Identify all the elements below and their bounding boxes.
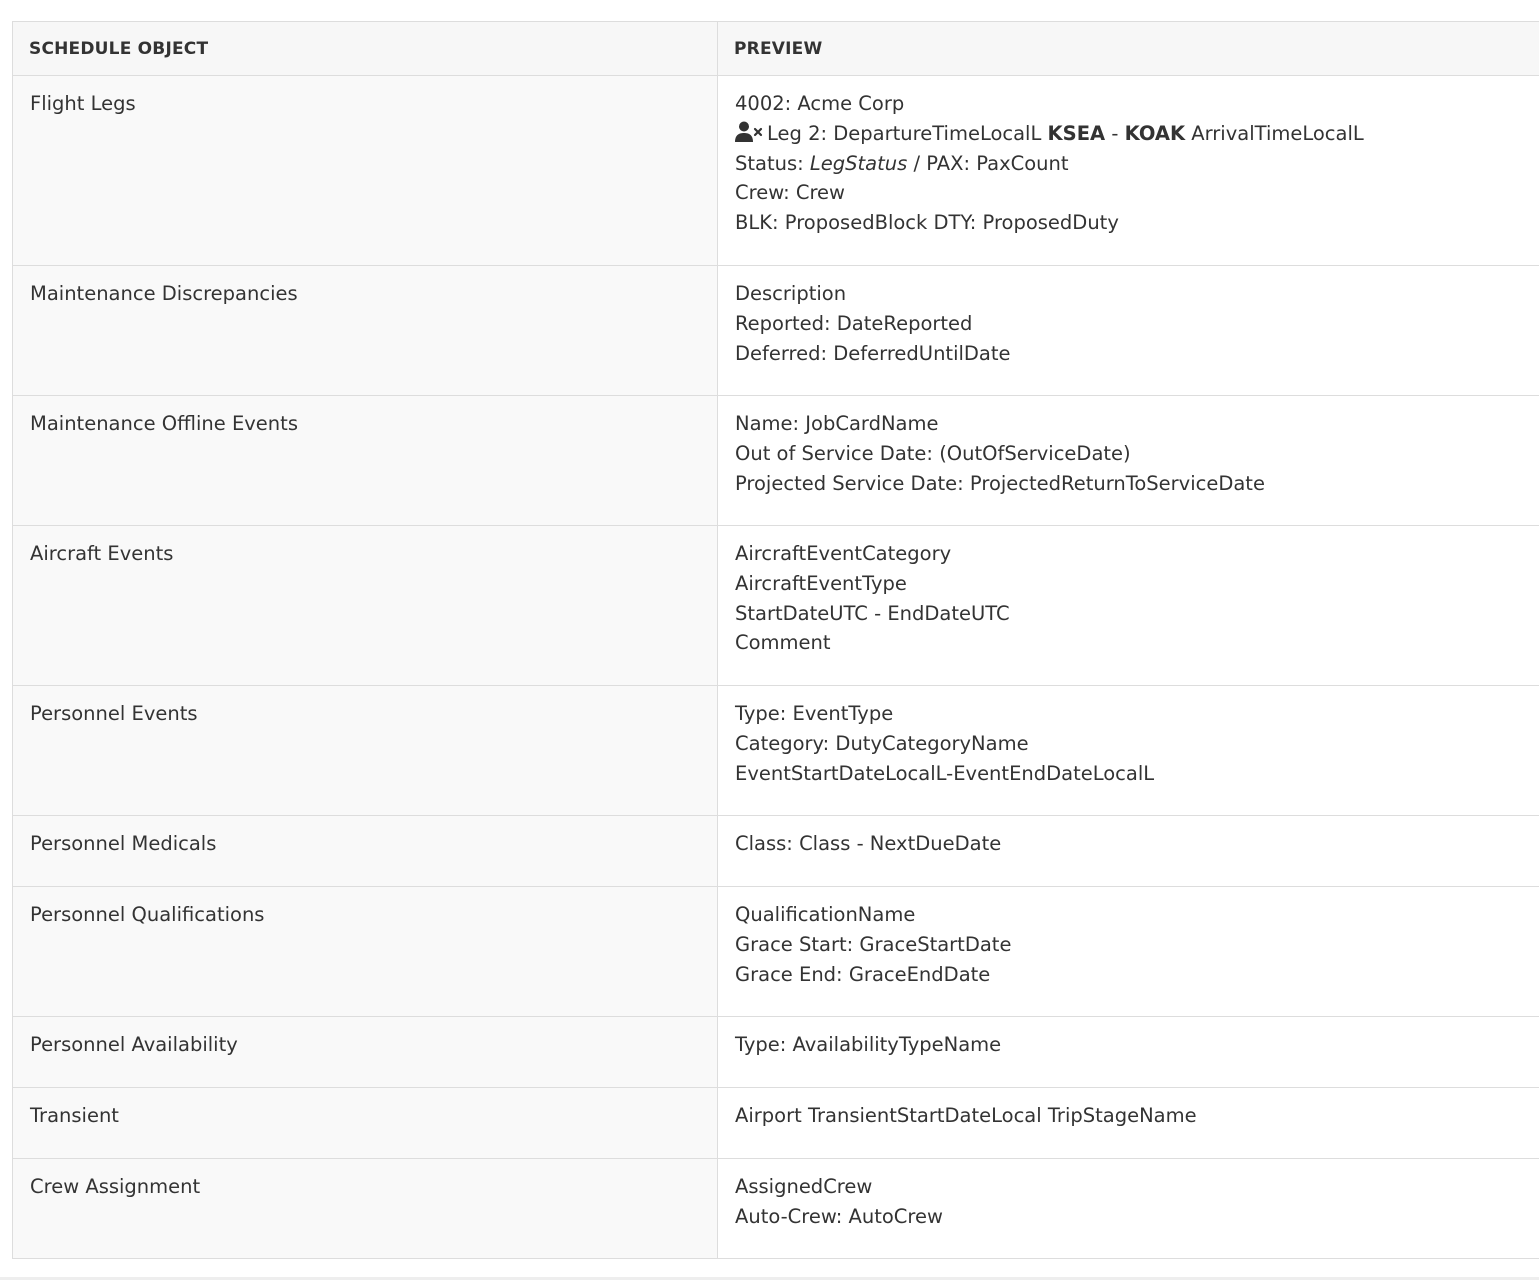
preview-line: Auto-Crew: AutoCrew [735, 1204, 943, 1228]
preview-line: QualificationName [735, 903, 916, 926]
preview-line: Class: Class - NextDueDate [735, 832, 1002, 855]
preview-line: Crew: Crew [735, 181, 846, 205]
user-remove-icon [735, 121, 763, 143]
preview-line: Name: JobCardName [735, 412, 939, 435]
preview-line: Description [735, 282, 847, 305]
preview-line: AssignedCrew [735, 1175, 873, 1198]
table-row [13, 526, 1539, 686]
schedule-object-table-container [12, 21, 1539, 1259]
preview-cell [718, 76, 1539, 266]
preview-line: EventStartDateLocalL-EventEndDateLocalL [735, 761, 1155, 785]
table-row [13, 1088, 1539, 1159]
preview-line: Airport TransientStartDateLocal TripStageName [735, 1104, 1197, 1127]
schedule-object-table [12, 21, 1539, 1259]
preview-line: Projected Service Date: ProjectedReturnToServiceDate [735, 471, 1265, 495]
schedule-object-name: Crew Assignment [13, 1159, 718, 1259]
preview-cell [718, 1017, 1539, 1088]
leg-arrival: ArrivalTimeLocalL [1191, 121, 1364, 145]
column-header-schedule-object: SCHEDULE OBJECT [13, 22, 718, 76]
preview-line [735, 119, 1523, 149]
preview-line: AircraftEventCategory [735, 542, 952, 565]
pax-count: / PAX: PaxCount [913, 151, 1069, 175]
preview-line: 4002: Acme Corp [735, 92, 905, 115]
column-header-preview: PREVIEW [718, 22, 1539, 76]
schedule-object-name: Maintenance Offline Events [13, 396, 718, 526]
preview-line: Grace Start: GraceStartDate [735, 932, 1012, 956]
table-row [13, 816, 1539, 887]
schedule-object-name: Personnel Medicals [13, 816, 718, 887]
preview-line: Type: AvailabilityTypeName [735, 1033, 1002, 1056]
table-header-row [13, 22, 1539, 76]
schedule-object-name: Personnel Availability [13, 1017, 718, 1088]
route-separator: - [1111, 121, 1119, 145]
preview-cell [718, 266, 1539, 396]
preview-cell [718, 1088, 1539, 1159]
schedule-object-name: Aircraft Events [13, 526, 718, 686]
table-row [13, 686, 1539, 816]
schedule-object-name: Maintenance Discrepancies [13, 266, 718, 396]
table-row [13, 396, 1539, 526]
preview-line: Deferred: DeferredUntilDate [735, 341, 1011, 365]
destination-airport: KOAK [1124, 121, 1186, 145]
preview-line: BLK: ProposedBlock DTY: ProposedDuty [735, 211, 1119, 235]
preview-line: Reported: DateReported [735, 311, 973, 335]
schedule-object-name: Personnel Qualifications [13, 887, 718, 1017]
schedule-object-name: Transient [13, 1088, 718, 1159]
preview-cell [718, 887, 1539, 1017]
preview-line: AircraftEventType [735, 571, 907, 595]
origin-airport: KSEA [1047, 121, 1106, 145]
schedule-object-name: Flight Legs [13, 76, 718, 266]
leg-status: LegStatus [809, 151, 908, 175]
preview-cell [718, 816, 1539, 887]
table-row [13, 1159, 1539, 1259]
table-row [13, 887, 1539, 1017]
preview-cell [718, 686, 1539, 816]
preview-line: Comment [735, 631, 831, 655]
schedule-object-name: Personnel Events [13, 686, 718, 816]
table-row [13, 266, 1539, 396]
preview-line: Type: EventType [735, 702, 894, 725]
preview-line [735, 149, 1523, 179]
preview-cell [718, 396, 1539, 526]
preview-line: Grace End: GraceEndDate [735, 962, 991, 986]
preview-cell [718, 526, 1539, 686]
table-row [13, 76, 1539, 266]
preview-line: Out of Service Date: (OutOfServiceDate) [735, 441, 1131, 465]
preview-line: StartDateUTC - EndDateUTC [735, 601, 1010, 625]
preview-cell [718, 1159, 1539, 1259]
status-label: Status: [735, 151, 804, 175]
table-row [13, 1017, 1539, 1088]
preview-line: Category: DutyCategoryName [735, 731, 1029, 755]
leg-departure: Leg 2: DepartureTimeLocalL [767, 121, 1042, 145]
